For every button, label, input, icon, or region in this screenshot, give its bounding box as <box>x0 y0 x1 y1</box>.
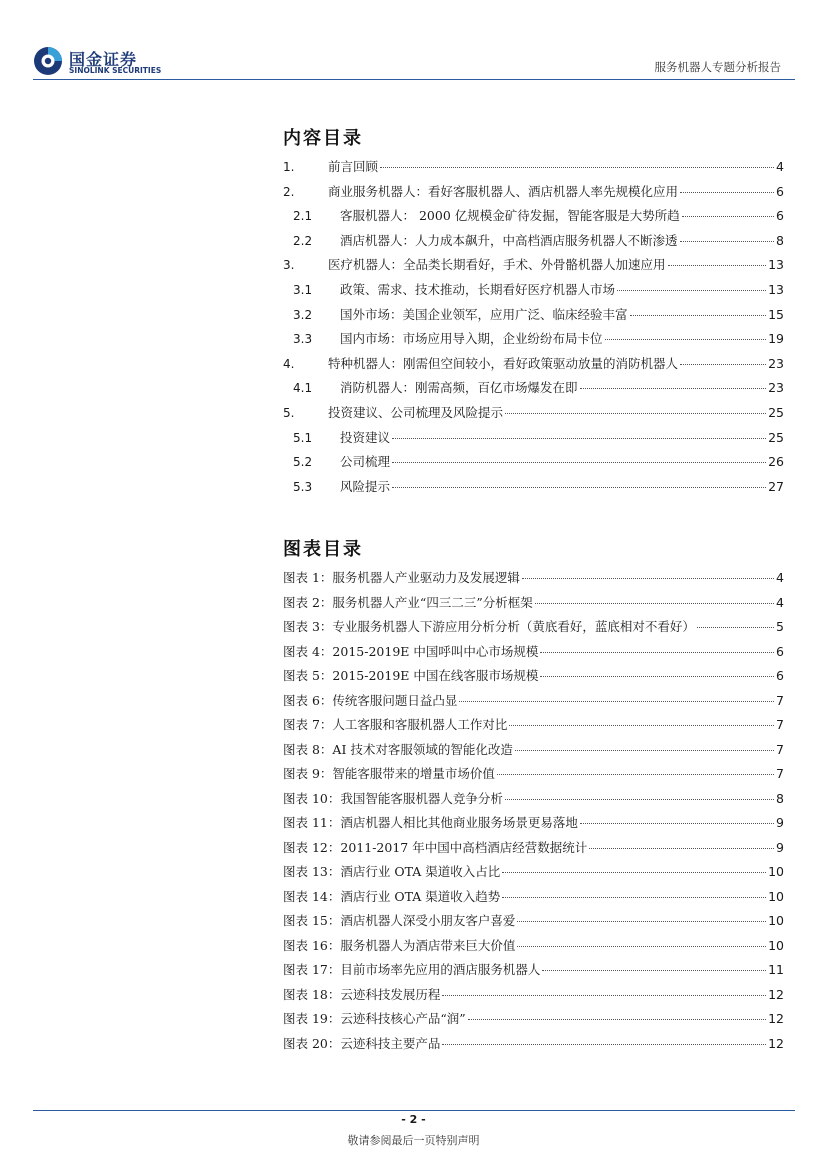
dot-leader <box>442 995 766 996</box>
toc-entry-number: 3.1 <box>293 282 313 297</box>
figure-entry[interactable] <box>283 836 784 861</box>
toc-entry-text: 前言回顾 <box>328 159 379 174</box>
toc-entry[interactable] <box>283 327 784 352</box>
figure-entry-text: 图表 1：服务机器人产业驱动力及发展逻辑 <box>283 570 520 585</box>
dot-leader <box>668 265 767 266</box>
figure-entry-text: 图表 13：酒店行业 OTA 渠道收入占比 <box>283 864 501 879</box>
figure-entry[interactable] <box>283 811 784 836</box>
toc-entry-number: 5. <box>283 405 295 420</box>
dot-leader <box>540 652 774 653</box>
figure-entry[interactable] <box>283 615 784 640</box>
toc-entry-text: 投资建议、公司梳理及风险提示 <box>328 404 504 420</box>
toc-entry-page: 23 <box>768 355 784 371</box>
dot-leader <box>515 750 774 751</box>
toc-entry-number: 4. <box>283 356 295 371</box>
toc-entry[interactable] <box>283 475 784 500</box>
toc-entry-number: 5.2 <box>293 455 313 470</box>
figure-entry[interactable] <box>283 860 784 885</box>
dot-leader <box>542 970 766 971</box>
page-number: - 2 - <box>401 1113 426 1126</box>
figure-entry[interactable] <box>283 958 784 983</box>
toc-entry-number: 3.3 <box>293 332 313 347</box>
dot-leader <box>497 774 774 775</box>
toc-entry-number: 3. <box>283 258 295 273</box>
dot-leader <box>617 290 766 291</box>
toc-entry-number: 4.1 <box>293 381 313 396</box>
dot-leader <box>392 438 766 439</box>
figure-entry-text: 图表 2：服务机器人产业“四三二三”分析框架 <box>283 594 533 610</box>
figure-entry-page: 5 <box>776 619 784 634</box>
header-divider <box>33 79 795 80</box>
figure-entry-page: 7 <box>776 692 784 708</box>
figure-entry-page: 12 <box>768 986 784 1002</box>
dot-leader <box>509 725 774 726</box>
toc-title: 内容目录 <box>283 128 363 149</box>
logo-cn-text: 国金证券 <box>69 50 138 69</box>
dot-leader <box>630 315 767 316</box>
toc-entry-page: 6 <box>776 208 784 224</box>
figure-entry-text: 图表 15：酒店机器人深受小朋友客户喜爱 <box>283 913 516 928</box>
figure-entry[interactable] <box>283 640 784 665</box>
figure-entry-text: 图表 5：2015-2019E 中国在线客服市场规模 <box>283 668 539 683</box>
logo-en-text: SINOLINK SECURITIES <box>69 66 162 75</box>
figure-entry-page: 7 <box>776 717 784 732</box>
figure-entry[interactable] <box>283 1007 784 1032</box>
figure-entry-page: 11 <box>768 962 784 977</box>
figure-entry-text: 图表 18：云迹科技发展历程 <box>283 986 441 1002</box>
figure-entry-page: 10 <box>768 888 784 904</box>
figure-entry-page: 6 <box>776 643 784 659</box>
toc-entry-page: 13 <box>768 257 784 273</box>
dot-leader <box>468 1019 766 1020</box>
figure-entry-page: 7 <box>776 741 784 757</box>
footer-disclaimer: 敬请参阅最后一页特别声明 <box>347 1134 480 1147</box>
dot-leader <box>502 897 766 898</box>
dot-leader <box>580 823 774 824</box>
list-of-figures <box>283 566 784 1056</box>
figure-entry[interactable] <box>283 885 784 910</box>
toc-entry-text: 投资建议 <box>340 429 391 445</box>
figure-entry-page: 10 <box>768 913 784 928</box>
dot-leader <box>540 676 774 677</box>
toc-entry-text: 客服机器人： 2000 亿规模金矿待发掘，智能客服是大势所趋 <box>340 208 680 224</box>
dot-leader <box>380 167 774 168</box>
figure-entry[interactable] <box>283 787 784 812</box>
toc-entry-text: 风险提示 <box>340 478 391 494</box>
dot-leader <box>535 603 774 604</box>
dot-leader <box>589 848 774 849</box>
figure-entry-page: 9 <box>776 815 784 830</box>
toc-entry-page: 8 <box>776 232 784 248</box>
dot-leader <box>517 946 766 947</box>
figure-entry-text: 图表 12：2011-2017 年中国中高档酒店经营数据统计 <box>283 839 588 855</box>
figure-entry-text: 图表 11：酒店机器人相比其他商业服务场景更易落地 <box>283 815 578 830</box>
toc-entry[interactable] <box>283 426 784 451</box>
figure-entry-page: 10 <box>768 937 784 953</box>
toc-entry-page: 6 <box>776 183 784 199</box>
figure-entry[interactable] <box>283 591 784 616</box>
dot-leader <box>697 627 774 628</box>
toc-entry-text: 国内市场：市场应用导入期，企业纷纷布局卡位 <box>340 331 603 347</box>
figure-entry-page: 7 <box>776 766 784 781</box>
dot-leader <box>680 241 775 242</box>
toc-entry-page: 26 <box>768 454 784 470</box>
toc-entry-page: 23 <box>768 380 784 396</box>
toc-entry[interactable] <box>283 450 784 475</box>
toc-entry-number: 1. <box>283 160 295 174</box>
dot-leader <box>442 1044 766 1045</box>
page-header <box>0 0 827 80</box>
toc-entry-number: 2.2 <box>293 233 313 248</box>
toc-entry-text: 政策、需求、技术推动，长期看好医疗机器人市场 <box>340 281 616 297</box>
figures-title: 图表目录 <box>283 539 363 560</box>
company-logo <box>33 46 163 80</box>
figure-entry[interactable] <box>283 664 784 689</box>
toc-entry[interactable] <box>283 352 784 377</box>
figure-entry-text: 图表 14：酒店行业 OTA 渠道收入趋势 <box>283 888 501 904</box>
dot-leader <box>517 921 766 922</box>
toc-entry[interactable] <box>283 204 784 229</box>
figure-entry-text: 图表 6：传统客服问题日益凸显 <box>283 692 458 708</box>
figure-entry[interactable] <box>283 1032 784 1057</box>
dot-leader <box>392 487 766 488</box>
toc-entry-page: 15 <box>768 306 784 322</box>
toc-entry[interactable] <box>283 180 784 205</box>
sinolink-logo-icon <box>33 46 63 76</box>
figure-entry[interactable] <box>283 713 784 738</box>
toc-entry-number: 5.3 <box>293 479 313 494</box>
table-of-contents <box>283 155 784 499</box>
dot-leader <box>605 339 767 340</box>
figure-entry-text: 图表 4：2015-2019E 中国呼叫中心市场规模 <box>283 643 539 659</box>
toc-entry-text: 消防机器人：刚需高频，百亿市场爆发在即 <box>340 380 578 396</box>
figure-entry[interactable] <box>283 909 784 934</box>
toc-entry-text: 医疗机器人：全品类长期看好，手术、外骨骼机器人加速应用 <box>328 257 666 273</box>
figure-entry[interactable] <box>283 934 784 959</box>
figure-entry-page: 10 <box>768 864 784 879</box>
toc-entry[interactable] <box>283 155 784 180</box>
dot-leader <box>682 216 774 217</box>
dot-leader <box>580 388 767 389</box>
figure-entry-text: 图表 10：我国智能客服机器人竞争分析 <box>283 790 503 806</box>
toc-entry-number: 2. <box>283 184 295 199</box>
figure-entry[interactable] <box>283 738 784 763</box>
dot-leader <box>459 701 774 702</box>
figure-entry[interactable] <box>283 566 784 591</box>
toc-entry[interactable] <box>283 401 784 426</box>
toc-entry-page: 4 <box>776 159 784 174</box>
dot-leader <box>392 462 766 463</box>
figure-entry-text: 图表 7：人工客服和客服机器人工作对比 <box>283 717 508 732</box>
figure-entry-text: 图表 16：服务机器人为酒店带来巨大价值 <box>283 937 516 953</box>
toc-entry-text: 酒店机器人：人力成本飙升，中高档酒店服务机器人不断渗透 <box>340 232 678 248</box>
toc-entry-page: 19 <box>768 331 784 347</box>
dot-leader <box>522 578 774 579</box>
figure-entry-page: 8 <box>776 790 784 806</box>
dot-leader <box>502 872 766 873</box>
figure-entry-page: 12 <box>768 1011 784 1026</box>
figure-entry-text: 图表 17：目前市场率先应用的酒店服务机器人 <box>283 962 541 977</box>
toc-entry-page: 25 <box>768 404 784 420</box>
toc-entry-page: 25 <box>768 429 784 445</box>
figure-entry-page: 6 <box>776 668 784 683</box>
toc-entry[interactable] <box>283 253 784 278</box>
toc-entry-text: 公司梳理 <box>340 454 391 470</box>
dot-leader <box>505 413 766 414</box>
figure-entry[interactable] <box>283 983 784 1008</box>
toc-entry-number: 5.1 <box>293 430 313 445</box>
toc-entry-page: 27 <box>768 478 784 494</box>
toc-entry[interactable] <box>283 376 784 401</box>
figure-entry[interactable] <box>283 689 784 714</box>
toc-entry-page: 13 <box>768 281 784 297</box>
figure-entry-text: 图表 3：专业服务机器人下游应用分析分析（黄底看好，蓝底相对不看好） <box>283 619 695 634</box>
figure-entry-text: 图表 9：智能客服带来的增量市场价值 <box>283 766 495 781</box>
toc-entry-number: 3.2 <box>293 307 313 322</box>
toc-entry-text: 商业服务机器人：看好客服机器人、酒店机器人率先规模化应用 <box>328 183 679 199</box>
report-title: 服务机器人专题分析报告 <box>654 60 781 74</box>
figure-entry-page: 4 <box>776 570 784 585</box>
toc-entry-number: 2.1 <box>293 209 313 224</box>
figure-entry-page: 9 <box>776 839 784 855</box>
dot-leader <box>680 364 766 365</box>
toc-entry[interactable] <box>283 278 784 303</box>
figure-entry-page: 12 <box>768 1035 784 1051</box>
figure-entry-text: 图表 19：云迹科技核心产品“润” <box>283 1011 466 1026</box>
toc-entry-text: 特种机器人：刚需但空间较小，看好政策驱动放量的消防机器人 <box>328 355 679 371</box>
figure-entry-text: 图表 8：AI 技术对客服领域的智能化改造 <box>283 741 513 757</box>
toc-entry-text: 国外市场：美国企业领军，应用广泛、临床经验丰富 <box>340 306 628 322</box>
figure-entry-text: 图表 20：云迹科技主要产品 <box>283 1035 441 1051</box>
toc-entry[interactable] <box>283 303 784 328</box>
toc-entry[interactable] <box>283 229 784 254</box>
footer-divider <box>33 1110 795 1111</box>
dot-leader <box>505 799 774 800</box>
figure-entry[interactable] <box>283 762 784 787</box>
figure-entry-page: 4 <box>776 594 784 610</box>
dot-leader <box>680 192 774 193</box>
